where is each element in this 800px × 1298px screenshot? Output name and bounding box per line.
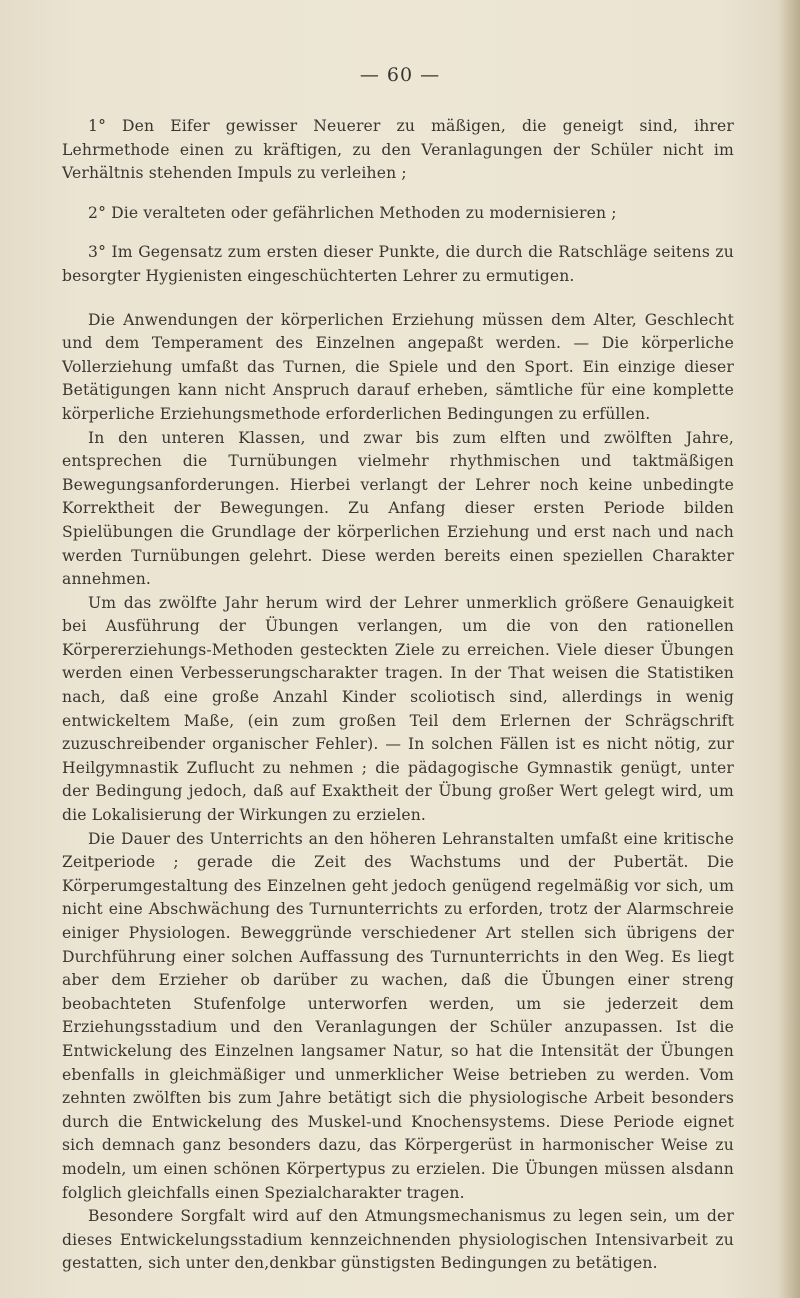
paragraph-point-1: 1° Den Eifer gewisser Neuerer zu mäßigen, die geneigt sind, ihrer Lehrmethode einen zu kräftigen, zu den Veranlagungen der Schüler nicht im Verhältnis stehenden Impuls zu verleihen ; [62,117,734,183]
paragraph-point-3: 3° Im Gegensatz zum ersten dieser Punkte, die durch die Ratschläge seitens zu besorgter Hygienisten eingeschüchterten Lehrer zu ermutigen. [62,243,734,285]
body-text [62,115,734,1276]
paragraph: Die Anwendungen der körperlichen Erziehung müssen dem Alter, Geschlecht und dem Temperament des Einzelnen angepaßt werden. — Die körperliche Vollerziehung umfaßt das Turnen, die Spiele und den Sport. Ein einzige dieser Betätigungen kann nicht Anspruch darauf erheben, sämtliche für eine komplette körperliche Erziehungsmethode erforderlichen Bedingungen zu erfüllen. [62,310,734,423]
paragraph: Die Dauer des Unterrichts an den höheren Lehranstalten umfaßt eine kritische Zeitperiode ; gerade die Zeit des Wachstums und der Pubertät. Die Körperumgestaltung des Einzelnen geht jedoch genügend regelmäßig vor sich, um nicht eine Abschwächung des Turnunterrichts zu erforden, trotz der Alarmschreie einiger Physiologen. Beweggründe verschiedener Art stellen sich übrigens der Durchführung einer solchen Auffassung des Turnunterrichts in den Weg. Es liegt aber dem Erzieher ob darüber zu wachen, daß die Übungen einer streng beobachteten Stufenfolge unterworfen werden, um sie jederzeit dem Erziehungsstadium und den Veranlagungen der Schüler anzupassen. Ist die Entwickelung des Einzelnen langsamer Natur, so hat die Intensität der Übungen ebenfalls in gleichmäßiger und unmerklicher Weise betrieben zu werden. Vom zehnten zwölften bis zum Jahre betätigt sich die physiologische Arbeit besonders durch die Entwickelung des Muskel-und Knochensystems. Diese Periode eignet sich demnach ganz besonders dazu, das Körpergerüst in harmonischer Weise zu modeln, um einen schönen Körpertypus zu erzielen. Die Übungen müssen alsdann folglich gleichfalls einen Spezialcharakter tragen. [62,829,734,1202]
page-number: — 60 — [359,64,441,86]
paragraph: In den unteren Klassen, und zwar bis zum elften und zwölften Jahre, entsprechen die Turnübungen vielmehr rhythmischen und taktmäßigen Bewegungsanforderungen. Hierbei verlangt der Lehrer noch keine unbedingte Korrektheit der Bewegungen. Zu Anfang dieser ersten Periode bilden Spielübungen die Grundlage der körperlichen Erziehung und erst nach und nach werden Turnübungen gelehrt. Diese werden bereits einen speziellen Charakter annehmen. [62,428,734,589]
paragraph: Um das zwölfte Jahr herum wird der Lehrer unmerklich größere Genauigkeit bei Ausführung der Übungen verlangen, um die von den rationellen Körpererziehungs-Methoden gesteckten Ziele zu erreichen. Viele dieser Übungen werden einen Verbesserungscharakter tragen. In der That weisen die Statistiken nach, daß eine große Anzahl Kinder scoliotisch sind, allerdings in wenig entwickeltem Maße, (ein zum großen Teil dem Erlernen der Schrägschrift zuzuschreibender organischer Fehler). — In solchen Fällen ist es nicht nötig, zur Heilgymnastik Zuflucht zu nehmen ; die pädagogische Gymnastik genügt, unter der Bedingung jedoch, daß auf Exaktheit der Übung großer Wert gelegt wird, um die Lokalisierung der Wirkungen zu erzielen. [62,593,734,825]
page-edge-shadow [778,0,800,1298]
paragraph-point-2: 2° Die veralteten oder gefährlichen Methoden zu modernisieren ; [88,203,617,222]
paragraph: Besondere Sorgfalt wird auf den Atmungsmechanismus zu legen sein, um der dieses Entwickelungsstadium kennzeichnenden physiologischen Intensivarbeit zu gestatten, sich unter den,denkbar günstigsten Bedingungen zu betätigen. [62,1207,734,1273]
